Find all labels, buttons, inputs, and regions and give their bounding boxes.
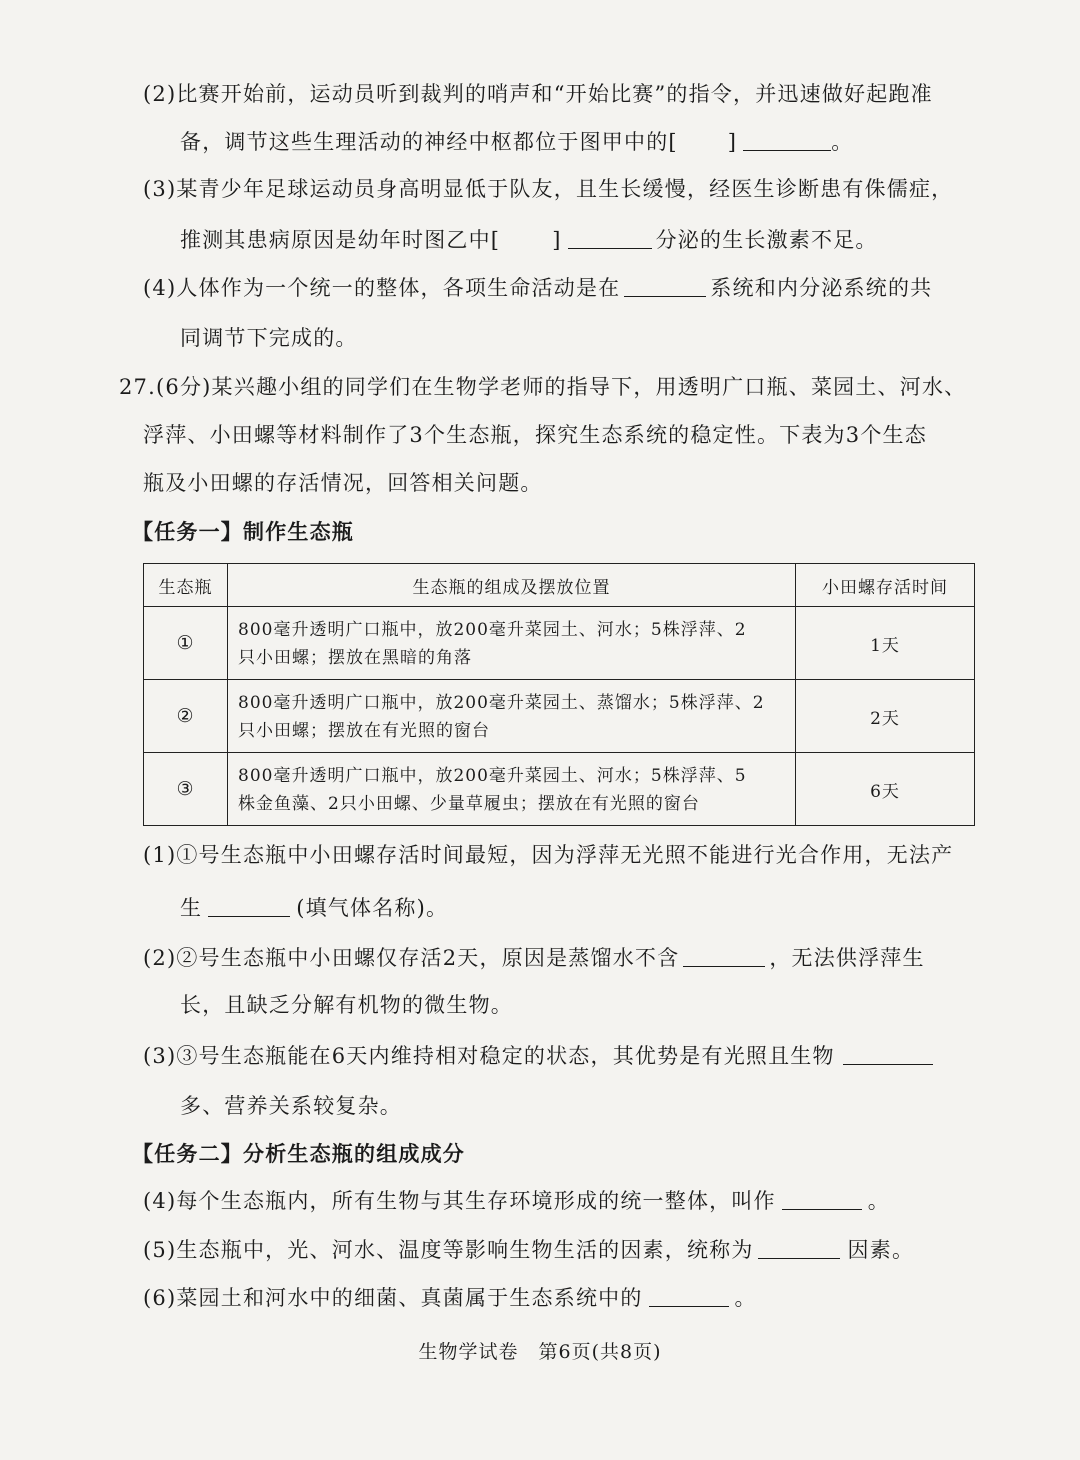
table-header: 小田螺存活时间 bbox=[796, 564, 975, 607]
s4-answer-blank[interactable] bbox=[782, 1187, 862, 1210]
bottle-description: 800毫升透明广口瓶中，放200毫升菜园土、蒸馏水；5株浮萍、2 只小田螺；摆放在有光照的窗台 bbox=[228, 680, 796, 753]
q3-line2 bbox=[180, 225, 878, 255]
bottle-number: ① bbox=[144, 607, 228, 680]
s2-answer-blank[interactable] bbox=[683, 944, 765, 967]
s1-text-a: 生 bbox=[180, 896, 203, 920]
s3-line2: 多、营养关系较复杂。 bbox=[180, 1094, 402, 1118]
s6-answer-blank[interactable] bbox=[649, 1284, 729, 1307]
ecosystem-bottle-table bbox=[143, 563, 975, 826]
s4-text-a: (4)每个生态瓶内，所有生物与其生存环境形成的统一整体，叫作 bbox=[143, 1189, 776, 1213]
s1-line2 bbox=[180, 893, 448, 923]
bottle-description: 800毫升透明广口瓶中，放200毫升菜园土、河水；5株浮萍、2 只小田螺；摆放在黑暗的角落 bbox=[228, 607, 796, 680]
q4-line1 bbox=[143, 273, 932, 303]
s2-line2: 长，且缺乏分解有机物的微生物。 bbox=[180, 993, 513, 1017]
s1-text-b: (填气体名称)。 bbox=[296, 896, 449, 920]
q2-line1: (2)比赛开始前，运动员听到裁判的哨声和“开始比赛”的指令，并迅速做好起跑准 bbox=[143, 82, 933, 106]
q2-line2 bbox=[180, 127, 853, 157]
q27-line3: 瓶及小田螺的存活情况，回答相关问题。 bbox=[143, 471, 543, 495]
s4-text-b: 。 bbox=[867, 1189, 890, 1213]
q27-line2: 浮萍、小田螺等材料制作了3个生态瓶，探究生态系统的稳定性。下表为3个生态 bbox=[143, 423, 927, 447]
table-header: 生态瓶 bbox=[144, 564, 228, 607]
q2-text-c: 。 bbox=[831, 130, 854, 154]
s6-line bbox=[143, 1283, 757, 1313]
q2-text-b: ] bbox=[727, 130, 738, 154]
table-header: 生态瓶的组成及摆放位置 bbox=[228, 564, 796, 607]
s5-text-a: (5)生态瓶中，光、河水、温度等影响生物生活的因素，统称为 bbox=[143, 1238, 754, 1262]
s6-text-a: (6)菜园土和河水中的细菌、真菌属于生态系统中的 bbox=[143, 1286, 643, 1310]
survival-time: 6天 bbox=[796, 753, 975, 826]
q2-answer-blank[interactable] bbox=[743, 128, 831, 151]
q27-line1: 27.(6分)某兴趣小组的同学们在生物学老师的指导下，用透明广口瓶、菜园土、河水、 bbox=[119, 375, 967, 399]
s5-line bbox=[143, 1235, 914, 1265]
q4-text-b: 系统和内分泌系统的共 bbox=[710, 276, 933, 300]
q3-line1: (3)某青少年足球运动员身高明显低于队友，且生长缓慢，经医生诊断患有侏儒症， bbox=[143, 177, 954, 201]
s2-text-b: ，无法供浮萍生 bbox=[769, 946, 925, 970]
s3-line1 bbox=[143, 1041, 933, 1071]
s5-text-b: 因素。 bbox=[847, 1238, 915, 1262]
q4-text-a: (4)人体作为一个统一的整体，各项生命活动是在 bbox=[143, 276, 621, 300]
q4-line2: 同调节下完成的。 bbox=[180, 326, 358, 350]
q3-text-b: ] bbox=[552, 228, 562, 252]
q3-answer-blank[interactable] bbox=[568, 226, 652, 249]
survival-time: 1天 bbox=[796, 607, 975, 680]
s4-line bbox=[143, 1186, 890, 1216]
s6-text-b: 。 bbox=[734, 1286, 757, 1310]
table-row bbox=[144, 753, 975, 826]
task1-title: 【任务一】制作生态瓶 bbox=[132, 520, 354, 544]
q3-text-a: 推测其患病原因是幼年时图乙中[ bbox=[180, 228, 501, 252]
bottle-number: ③ bbox=[144, 753, 228, 826]
bottle-number: ② bbox=[144, 680, 228, 753]
q2-text-a: 备，调节这些生理活动的神经中枢都位于图甲中的[ bbox=[180, 130, 678, 154]
bottle-description: 800毫升透明广口瓶中，放200毫升菜园土、河水；5株浮萍、5 株金鱼藻、2只小田螺、少量草履虫；摆放在有光照的窗台 bbox=[228, 753, 796, 826]
table-row bbox=[144, 607, 975, 680]
s5-answer-blank[interactable] bbox=[758, 1236, 840, 1259]
s1-line1: (1)①号生态瓶中小田螺存活时间最短，因为浮萍无光照不能进行光合作用，无法产 bbox=[143, 843, 954, 867]
q3-text-c: 分泌的生长激素不足。 bbox=[655, 228, 878, 252]
s3-text-a: (3)③号生态瓶能在6天内维持相对稳定的状态，其优势是有光照且生物 bbox=[143, 1044, 835, 1068]
s2-text-a: (2)②号生态瓶中小田螺仅存活2天，原因是蒸馏水不含 bbox=[143, 946, 680, 970]
s2-line1 bbox=[143, 943, 925, 973]
page-footer: 生物学试卷 第6页(共8页) bbox=[418, 1341, 662, 1363]
task2-title: 【任务二】分析生态瓶的组成成分 bbox=[132, 1142, 465, 1166]
q4-answer-blank[interactable] bbox=[624, 274, 706, 297]
table-row bbox=[144, 680, 975, 753]
survival-time: 2天 bbox=[796, 680, 975, 753]
s1-answer-blank[interactable] bbox=[208, 894, 290, 917]
table-header-row bbox=[144, 564, 975, 607]
s3-answer-blank[interactable] bbox=[843, 1042, 933, 1065]
